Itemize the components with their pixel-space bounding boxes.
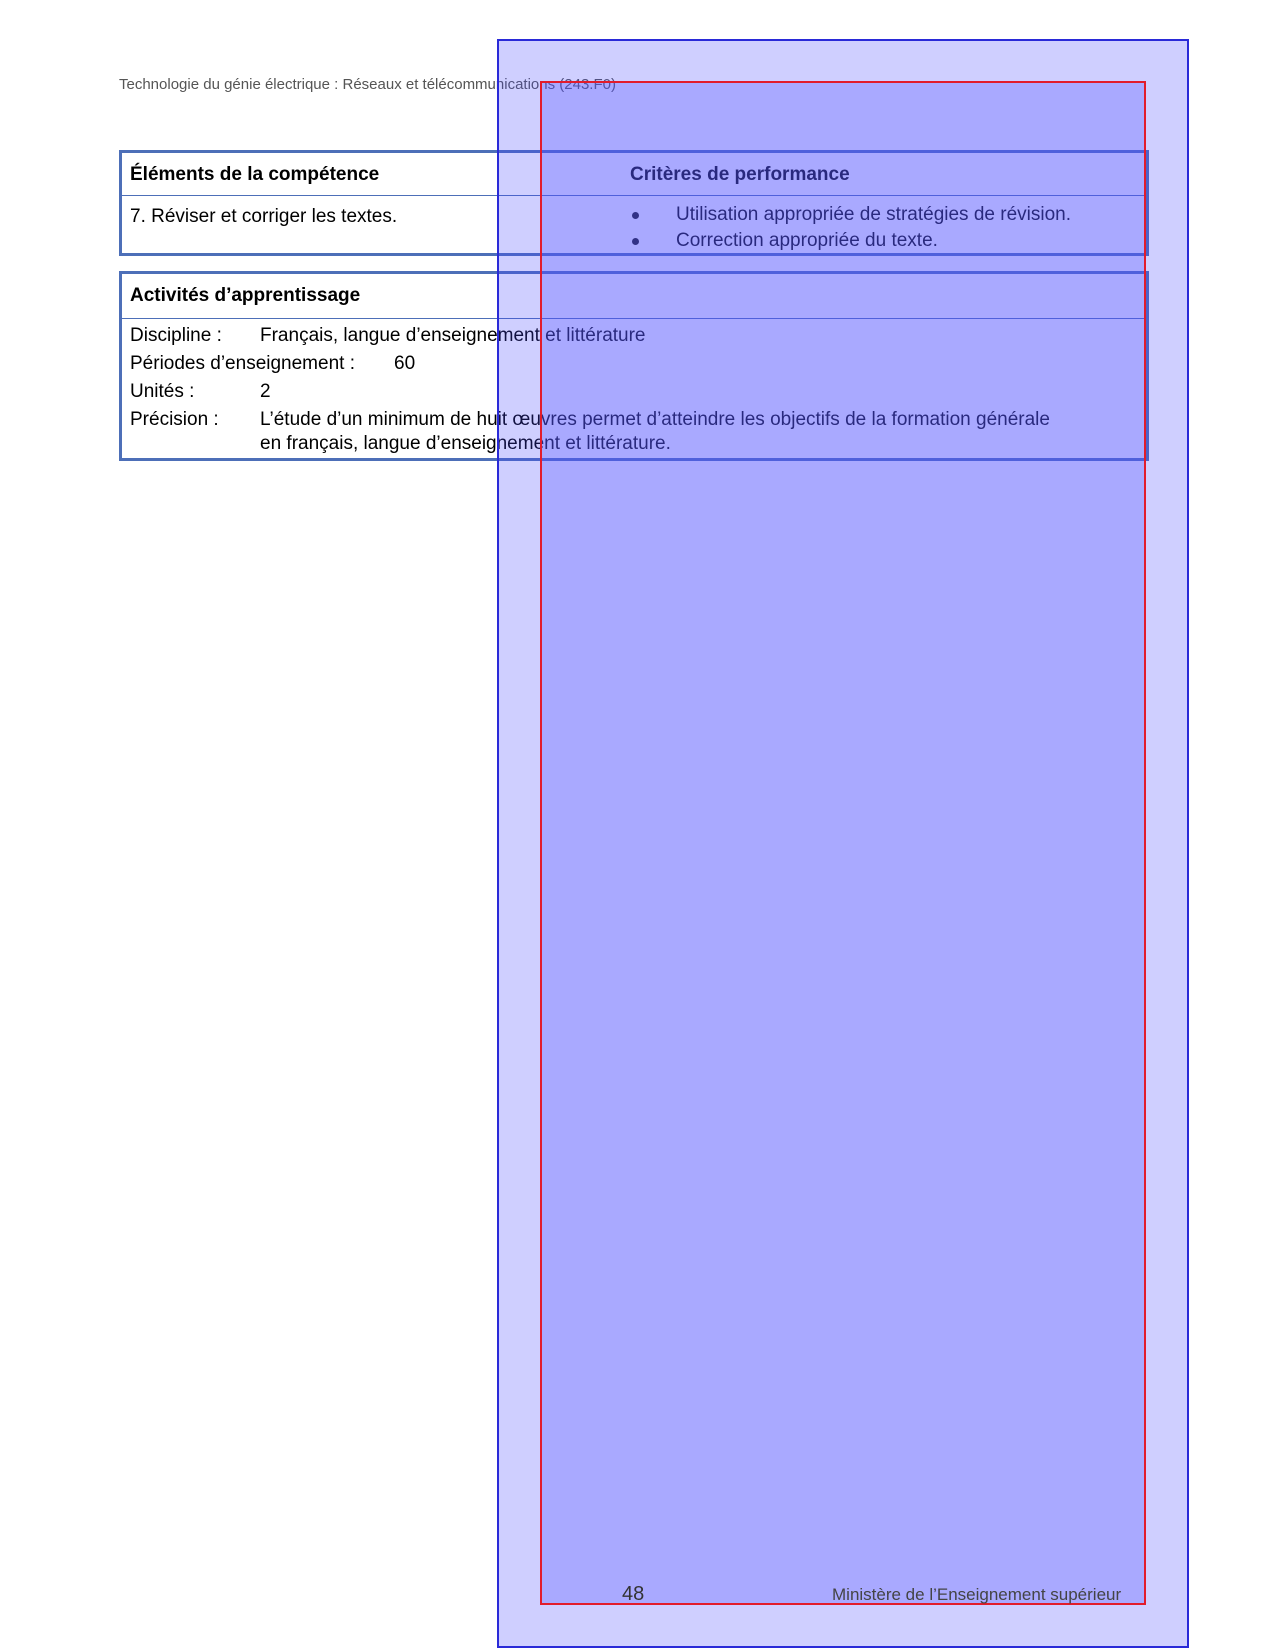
running-header: Technologie du génie électrique : Réseaux et télécommunications (243.F0) — [119, 76, 616, 93]
overlay-region-inner — [540, 81, 1146, 1605]
column-header-elements: Éléments de la compétence — [130, 164, 380, 185]
units-label: Unités : — [130, 381, 195, 402]
periods-label: Périodes d’enseignement : — [130, 353, 355, 374]
page-number: 48 — [622, 1583, 645, 1605]
units-value: 2 — [260, 381, 271, 402]
competence-element: 7. Réviser et corriger les textes. — [130, 206, 398, 227]
precision-line-1: L’étude d’un minimum de huit œuvres permet d’atteindre les objectifs de la formation générale — [260, 409, 1050, 430]
discipline-label: Discipline : — [130, 325, 222, 346]
periods-value: 60 — [394, 353, 416, 374]
criterion-item: Utilisation appropriée de stratégies de révision. — [676, 204, 1071, 225]
precision-line-2: en français, langue d’enseignement et littérature. — [260, 433, 671, 454]
criterion-item: Correction appropriée du texte. — [676, 230, 938, 251]
footer-ministry: Ministère de l’Enseignement supérieur — [832, 1585, 1122, 1604]
column-header-criteria: Critères de performance — [630, 164, 850, 185]
discipline-value: Français, langue d’enseignement et littérature — [260, 325, 646, 346]
precision-label: Précision : — [130, 409, 219, 430]
activities-heading: Activités d’apprentissage — [130, 285, 361, 306]
